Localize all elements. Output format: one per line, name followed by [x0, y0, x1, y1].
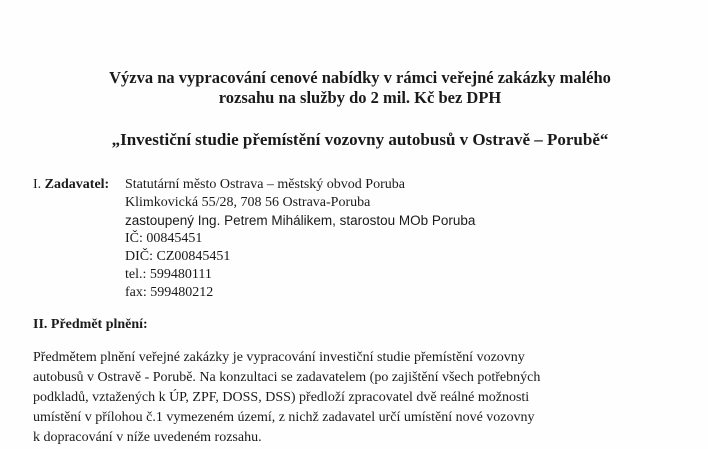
section-1-label [33, 176, 109, 194]
contracting-authority-fax: fax: 599480212 [125, 285, 214, 300]
contracting-authority-name: Statutární město Ostrava – městský obvod Poruba [125, 177, 405, 192]
contracting-authority-address: Klimkovická 55/28, 708 56 Ostrava-Poruba [125, 195, 371, 210]
subject-paragraph-line-5: k dopracování v níže uvedeném rozsahu. [33, 430, 262, 445]
contracting-authority-phone: tel.: 599480111 [125, 267, 212, 282]
section-2-title: II. Předmět plnění: [33, 317, 148, 332]
section-1-title: Zadavatel: [44, 177, 110, 192]
heading-line-2: rozsahu na služby do 2 mil. Kč bez DPH [218, 88, 502, 107]
subject-paragraph-line-1: Předmětem plnění veřejné zakázky je vypracování investiční studie přemístění vozovny [33, 350, 525, 365]
contracting-authority-dic: DIČ: CZ00845451 [125, 249, 231, 264]
subject-paragraph-line-4: umístění v přílohou č.1 vymezeném území, z nichž zadavatel určí umístění nové vozovny [33, 410, 535, 425]
contracting-authority-representative: zastoupený Ing. Petrem Mihálikem, starostou MOb Poruba [125, 213, 476, 228]
subject-paragraph-line-2: autobusů v Ostravě - Porubě. Na konzultaci se zadavatelem (po zajištění všech potřebných [33, 370, 541, 385]
subject-paragraph-line-3: podkladů, vztažených k ÚP, ZPF, DOSS, DSS) předloží zpracovatel dvě reálné možnosti [33, 390, 530, 405]
section-1-number: I. [33, 177, 42, 192]
contract-subject-title: „Investiční studie přemístění vozovny autobusů v Ostravě – Porubě“ [111, 130, 609, 149]
contracting-authority-ic: IČ: 00845451 [125, 231, 203, 246]
heading-line-1: Výzva na vypracování cenové nabídky v rámci veřejné zakázky malého [109, 68, 611, 87]
